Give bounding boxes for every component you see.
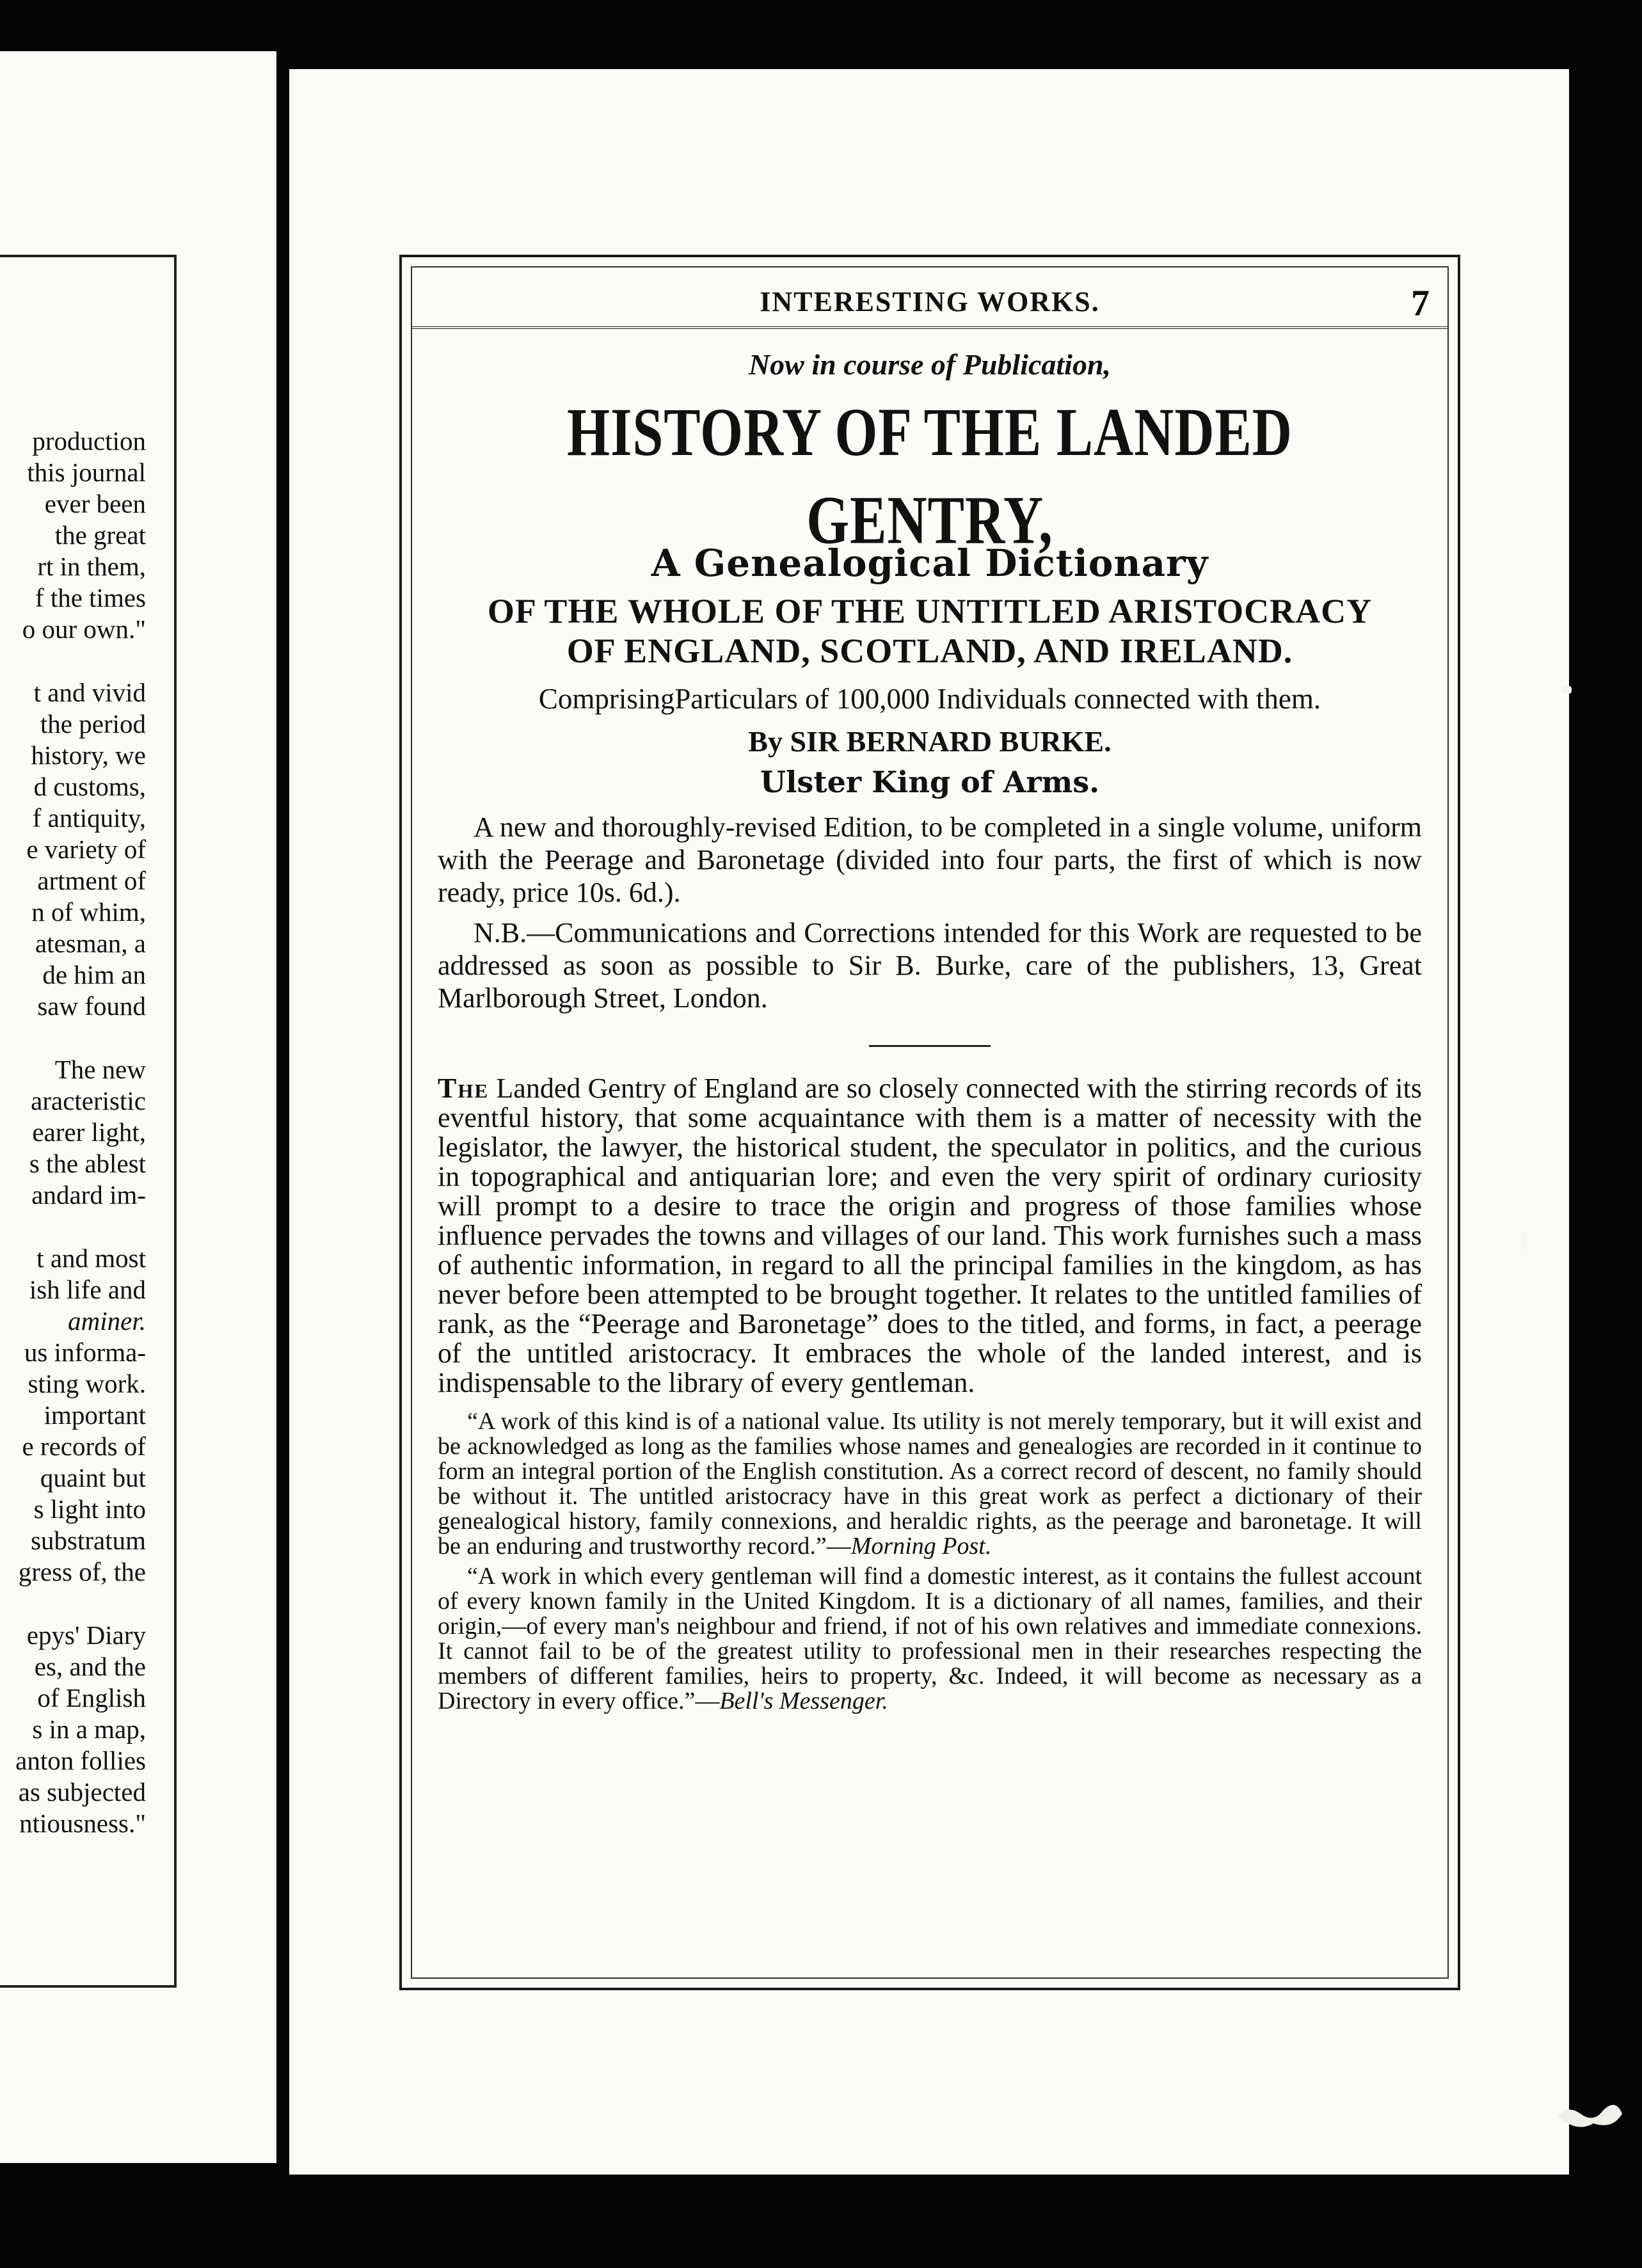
left-line: quaint but [40, 1463, 146, 1492]
left-line: production [32, 426, 146, 456]
left-line: the great [54, 520, 146, 550]
quote-text: “A work of this kind is of a national value. Its utility is not merely temporary, but it will exist and be acknowledged as long as the families whose names and genealogies are recorded in it continue to form an integral portion of the English constitution. As a correct record of descent, no family should be without it. The untitled aristocracy have in this great work as perfect a dictionary of their genealogical history, family connexions, and heraldic rights, as the peerage and baronetage. It will be an enduring and trustworthy record.”— [438, 1408, 1422, 1560]
review-quote-1 [438, 1409, 1422, 1559]
left-line: us informa- [24, 1338, 146, 1367]
book-comprising-line: ComprisingParticulars of 100,000 Individuals connected with them. [538, 683, 1321, 715]
left-line: this journal [27, 458, 146, 487]
left-line: s in a map, [32, 1714, 146, 1744]
left-line: substratum [31, 1526, 146, 1555]
left-line: es, and the [34, 1652, 146, 1681]
left-text-block-4 [0, 1243, 146, 1337]
scan-speck [1561, 686, 1572, 694]
left-line: de him an [42, 960, 146, 989]
left-line: o our own." [22, 614, 146, 644]
left-text-block-2 [0, 677, 146, 1022]
page-border-inner [411, 266, 1449, 1979]
left-line: s the ablest [29, 1149, 146, 1178]
book-author: By SIR BERNARD BURKE. [748, 725, 1112, 758]
left-line: The new [54, 1055, 146, 1084]
page-header [412, 268, 1447, 329]
quote-text: “A work in which every gentleman will find a domestic interest, as it contains the fullest account of every known family in the United Kingdom. It is a dictionary of all names, families, and their origin,—of every man's neighbour and friend, if not of his own relatives and immediate connexions. It cannot fail to be of the greatest utility to professional men in their researches respecting the members of different families, heirs to property, &c. Indeed, it will become as necessary as a Directory in every office.”— [438, 1563, 1422, 1714]
left-line: andard im- [31, 1180, 146, 1210]
body-text: Landed Gentry of England are so closely connected with the stirring records of its eventful history, that some acquaintance with them is a matter of necessity with the legislator, the lawyer, the historical student, the speculator in politics, and the curious in topographical and antiquarian lore; and even the very spirit of ordinary curiosity will prompt to a desire to trace the origin and progress of those families whose influence pervades the towns and villages of our land. This work furnishes such a mass of authentic information, in regard to all the principal families in the kingdom, as has never before been attempted to be brought together. It relates to the untitled families of rank, as the “Peerage and Baronetage” does to the titled, and forms, in fact, a peerage of the untitled aristocracy. It embraces the whole of the landed interest, and is indispensable to the library of every gentleman. [438, 1073, 1423, 1398]
book-subtitle-line-2: OF ENGLAND, SCOTLAND, AND IRELAND. [566, 632, 1293, 670]
left-line: f the times [35, 583, 146, 612]
book-title: HISTORY OF THE LANDED GENTRY, [567, 393, 1293, 559]
left-text-block-3 [0, 1054, 146, 1211]
left-line: aracteristic [31, 1086, 146, 1115]
nb-notice: N.B.—Communications and Corrections intended for this Work are requested to be addressed as soon as possible to Sir B. Burke, care of the publishers, 13, Great Marlborough Street, London. [438, 917, 1422, 1014]
left-line: of English [37, 1683, 146, 1713]
left-text-block-5 [0, 1337, 146, 1588]
left-line: rt in them, [37, 552, 146, 581]
left-line: the period [40, 709, 146, 739]
body-drop-word: The [438, 1073, 490, 1104]
left-line: e records of [22, 1432, 146, 1461]
left-line: e variety of [26, 835, 146, 864]
left-line: sting work. [28, 1369, 146, 1398]
left-line: t and vivid [33, 678, 146, 707]
book-subtitle-blackletter: A Genealogical Dictionary [651, 541, 1209, 585]
left-line: ever been [44, 489, 146, 518]
left-line: f antiquity, [32, 803, 146, 833]
left-line: aminer. [68, 1306, 146, 1336]
edition-notice: A new and thoroughly-revised Edition, to be completed in a single volume, uniform with the Peerage and Baronetage (divided into four parts, the first of which is now ready, price 10s. 6d.). [438, 811, 1422, 908]
left-line: ish life and [29, 1275, 146, 1304]
left-line: saw found [37, 991, 146, 1021]
left-line: d customs, [33, 772, 146, 801]
main-page [289, 69, 1569, 2175]
page-content [438, 347, 1422, 1719]
quote-source: Bell's Messenger. [719, 1688, 888, 1714]
page-number: 7 [1411, 282, 1430, 324]
left-line: t and most [36, 1243, 146, 1273]
quote-source: Morning Post. [850, 1533, 992, 1560]
body-paragraph [438, 1074, 1422, 1398]
left-page-text-column [0, 426, 146, 1839]
left-line: n of whim, [31, 897, 146, 927]
left-text-block-1 [0, 426, 146, 645]
left-line: s light into [33, 1494, 146, 1524]
running-head: INTERESTING WORKS. [760, 286, 1100, 317]
left-line: gress of, the [18, 1557, 146, 1586]
section-divider [869, 1045, 991, 1047]
left-line: important [44, 1400, 146, 1430]
left-line: epys' Diary [26, 1620, 146, 1650]
left-line: atesman, a [35, 929, 146, 958]
page-border-outer [399, 255, 1460, 1990]
left-line: anton follies [15, 1746, 146, 1775]
scan-speck [1555, 2091, 1625, 2136]
publication-announcement: Now in course of Publication, [748, 348, 1112, 381]
left-line: ntiousness." [19, 1809, 146, 1838]
book-subtitle-line-1: OF THE WHOLE OF THE UNTITLED ARISTOCRACY [487, 592, 1373, 630]
left-text-block-6 [0, 1620, 146, 1839]
title-block [438, 347, 1422, 799]
author-office: Ulster King of Arms. [760, 765, 1100, 799]
scan-speck [1522, 1232, 1527, 1249]
left-page-fragment [0, 51, 276, 2163]
review-quote-2 [438, 1564, 1422, 1714]
left-line: artment of [37, 866, 146, 895]
left-line: history, we [31, 740, 146, 770]
left-line: as subjected [18, 1777, 146, 1807]
left-line: earer light, [32, 1117, 146, 1147]
